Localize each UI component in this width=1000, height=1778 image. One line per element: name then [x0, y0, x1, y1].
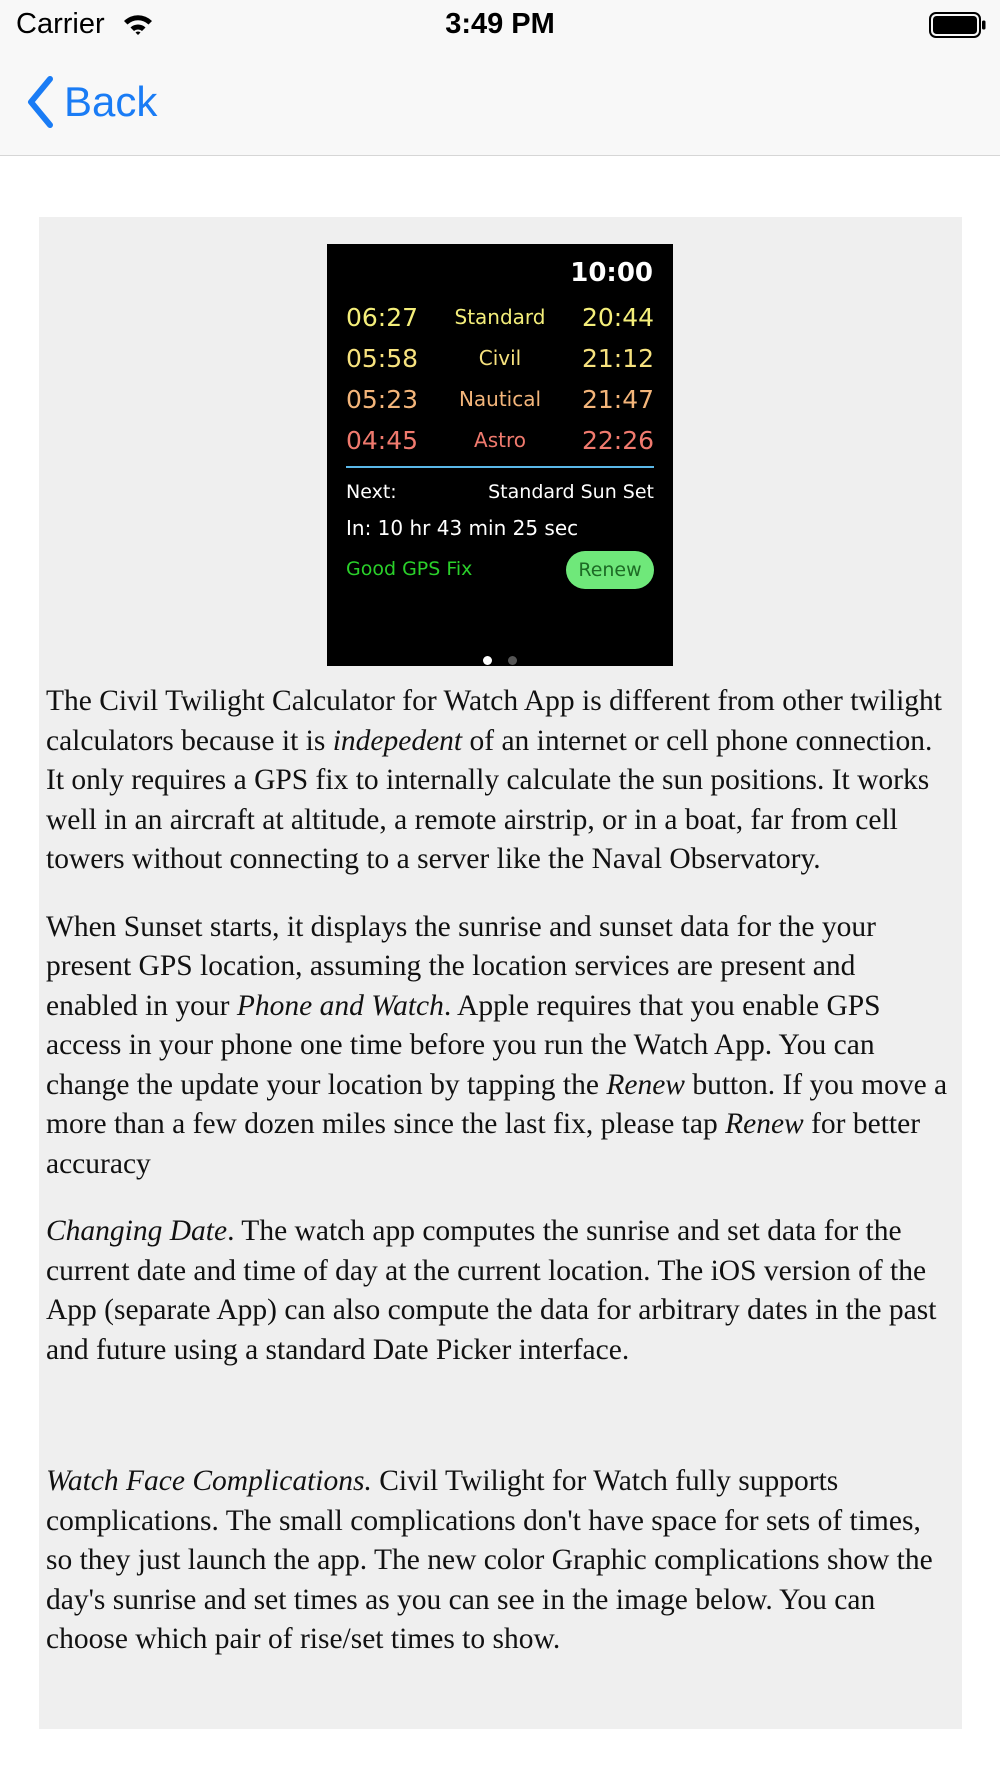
page-indicator: [327, 650, 673, 669]
article-text: [46, 682, 951, 1688]
twilight-name: Standard: [454, 305, 546, 329]
rise-time: 06:27: [346, 303, 419, 332]
twilight-row-standard: [346, 303, 654, 339]
set-time: 22:26: [581, 426, 654, 455]
renew-button: Renew: [566, 551, 654, 589]
set-time: 21:12: [581, 344, 654, 373]
rise-time: 04:45: [346, 426, 419, 455]
status-time: 3:49 PM: [445, 8, 555, 40]
gps-status: Good GPS Fix: [346, 558, 473, 580]
next-event-label: Next:: [346, 481, 397, 503]
carrier-label: Carrier: [16, 8, 105, 40]
battery-icon: [929, 12, 987, 43]
paragraph-gps: When Sunset starts, it displays the sunrise and sunset data for the your present GPS location, assuming the location services are present and enabled in your Phone and Watch. Apple requires that you enable GPS access in your phone one time before you run the Watch App. You can change the update your location by tapping the Renew button. If you move a more than a few dozen miles since the last fix, please tap Renew for better accuracy: [46, 910, 948, 1180]
page-dot-active: [483, 656, 492, 665]
paragraph-intro: The Civil Twilight Calculator for Watch App is different from other twilight calculators because it is indepedent of an internet or cell phone connection. It only requires a GPS fix to internally calculate the sun positions. It works well in an aircraft at altitude, a remote airstrip, or in a boat, far from cell towers without connecting to a server like the Naval Observatory.: [46, 685, 942, 875]
twilight-name: Civil: [478, 346, 522, 370]
twilight-name: Nautical: [458, 387, 542, 411]
back-label: Back: [64, 78, 158, 125]
status-bar: [0, 0, 1000, 52]
watch-divider: [346, 466, 654, 468]
watch-clock: 10:00: [570, 258, 653, 288]
twilight-row-civil: [346, 344, 654, 380]
set-time: 20:44: [581, 303, 654, 332]
back-button[interactable]: [26, 72, 157, 132]
paragraph-changing-date: Changing Date. The watch app computes the sunrise and set data for the current date and time of day at the current location. The iOS version of the App (separate App) can also compute the data for arbitrary dates in the past and future using a standard Date Picker interface.: [46, 1215, 937, 1366]
watch-screenshot: [327, 244, 673, 666]
paragraph-complications: Watch Face Complications. Civil Twilight for Watch fully supports complications. The small complications don't have space for sets of times, so they just launch the app. The new color Graphic complications show the day's sunrise and set times as you can see in the image below. You can choose which pair of rise/set times to show.: [46, 1465, 933, 1655]
rise-time: 05:23: [346, 385, 419, 414]
page-dot: [508, 656, 517, 665]
twilight-row-astro: [346, 426, 654, 462]
help-content[interactable]: [39, 217, 962, 1729]
countdown-text: In: 10 hr 43 min 25 sec: [346, 516, 579, 540]
twilight-row-nautical: [346, 385, 654, 421]
rise-time: 05:58: [346, 344, 419, 373]
next-event-value: Standard Sun Set: [488, 481, 654, 503]
navigation-bar: [0, 52, 1000, 156]
chevron-left-icon: [26, 76, 54, 128]
twilight-name: Astro: [474, 428, 526, 452]
set-time: 21:47: [581, 385, 654, 414]
